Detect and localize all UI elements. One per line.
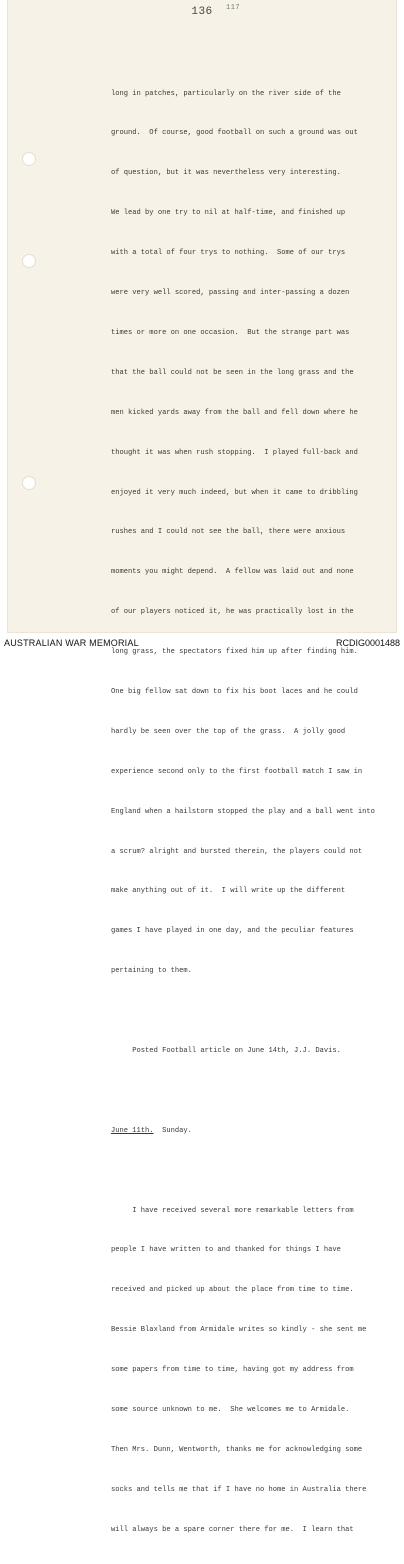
date-heading-day: Sunday.: [153, 1126, 192, 1135]
text-line: times or more on one occasion. But the strange part was: [111, 328, 350, 337]
text-line: moments you might depend. A fellow was laid out and none: [111, 568, 354, 577]
text-line: with a total of four trys to nothing. Some of our trys: [111, 249, 346, 258]
punch-hole: [22, 476, 36, 490]
text-line: a scrum? alright and bursted therein, the players could not: [111, 847, 363, 856]
text-line: rushes and I could not see the ball, there were anxious: [111, 528, 346, 537]
posted-line: Posted Football article on June 14th, J.J. Davis.: [111, 1046, 341, 1055]
punch-hole: [22, 254, 36, 268]
text-line: One big fellow sat down to fix his boot laces and he could: [111, 687, 358, 696]
text-line: that the ball could not be seen in the long grass and the: [111, 368, 354, 377]
page-number: [8, 6, 396, 18]
text-line: pertaining to them.: [111, 967, 192, 976]
text-line: people I have written to and thanked for things I have: [111, 1246, 341, 1255]
text-line: ground. Of course, good football on such a ground was out: [111, 129, 358, 138]
text-line: hardly be seen over the top of the grass. A jolly good: [111, 727, 346, 736]
text-line: socks and tells me that if I have no home in Australia there: [111, 1485, 367, 1494]
text-line: enjoyed it very much indeed, but when it came to dribbling: [111, 488, 358, 497]
blank-line: [111, 1165, 373, 1178]
blank-line: [111, 1085, 373, 1098]
text-line: I have received several more remarkable letters from: [111, 1206, 354, 1215]
text-line: make anything out of it. I will write up the different: [111, 887, 346, 896]
text-line: some source unknown to me. She welcomes me to Armidale.: [111, 1405, 350, 1414]
text-line: England when a hailstorm stopped the play and a ball went into: [111, 807, 375, 816]
diary-text: [111, 61, 373, 1564]
text-line: thought it was when rush stopping. I played full-back and: [111, 448, 358, 457]
institution-name: AUSTRALIAN WAR MEMORIAL: [4, 638, 139, 648]
text-line: long grass, the spectators fixed him up after finding him.: [111, 648, 358, 657]
text-line: were very well scored, passing and inter-passing a dozen: [111, 289, 350, 298]
blank-line: [111, 1005, 373, 1018]
text-line: received and picked up about the place from time to time.: [111, 1286, 354, 1295]
text-line: men kicked yards away from the ball and fell down where he: [111, 408, 358, 417]
text-line: games I have played in one day, and the peculiar features: [111, 927, 354, 936]
text-line: will always be a spare corner there for me. I learn that: [111, 1525, 354, 1534]
date-heading: [111, 1125, 373, 1138]
text-line: Bessie Blaxland from Armidale writes so kindly - she sent me: [111, 1326, 367, 1335]
page-number-overwrite: 117: [226, 4, 241, 12]
text-line: experience second only to the first football match I saw in: [111, 767, 363, 776]
record-id: RCDIG0001488: [335, 638, 400, 648]
date-heading-date: June 11th.: [111, 1126, 154, 1135]
punch-hole: [22, 152, 36, 166]
text-line: We lead by one try to nil at half-time, and finished up: [111, 209, 346, 218]
text-line: Then Mrs. Dunn, Wentworth, thanks me for acknowledging some: [111, 1445, 363, 1454]
text-line: of our players noticed it, he was practically lost in the: [111, 608, 354, 617]
text-line: of question, but it was nevertheless very interesting.: [111, 169, 341, 178]
text-line: long in patches, particularly on the river side of the: [111, 89, 341, 98]
text-line: some papers from time to time, having got my address from: [111, 1366, 354, 1375]
page-number-value: 136: [191, 6, 213, 18]
footer-bar: [0, 634, 404, 653]
